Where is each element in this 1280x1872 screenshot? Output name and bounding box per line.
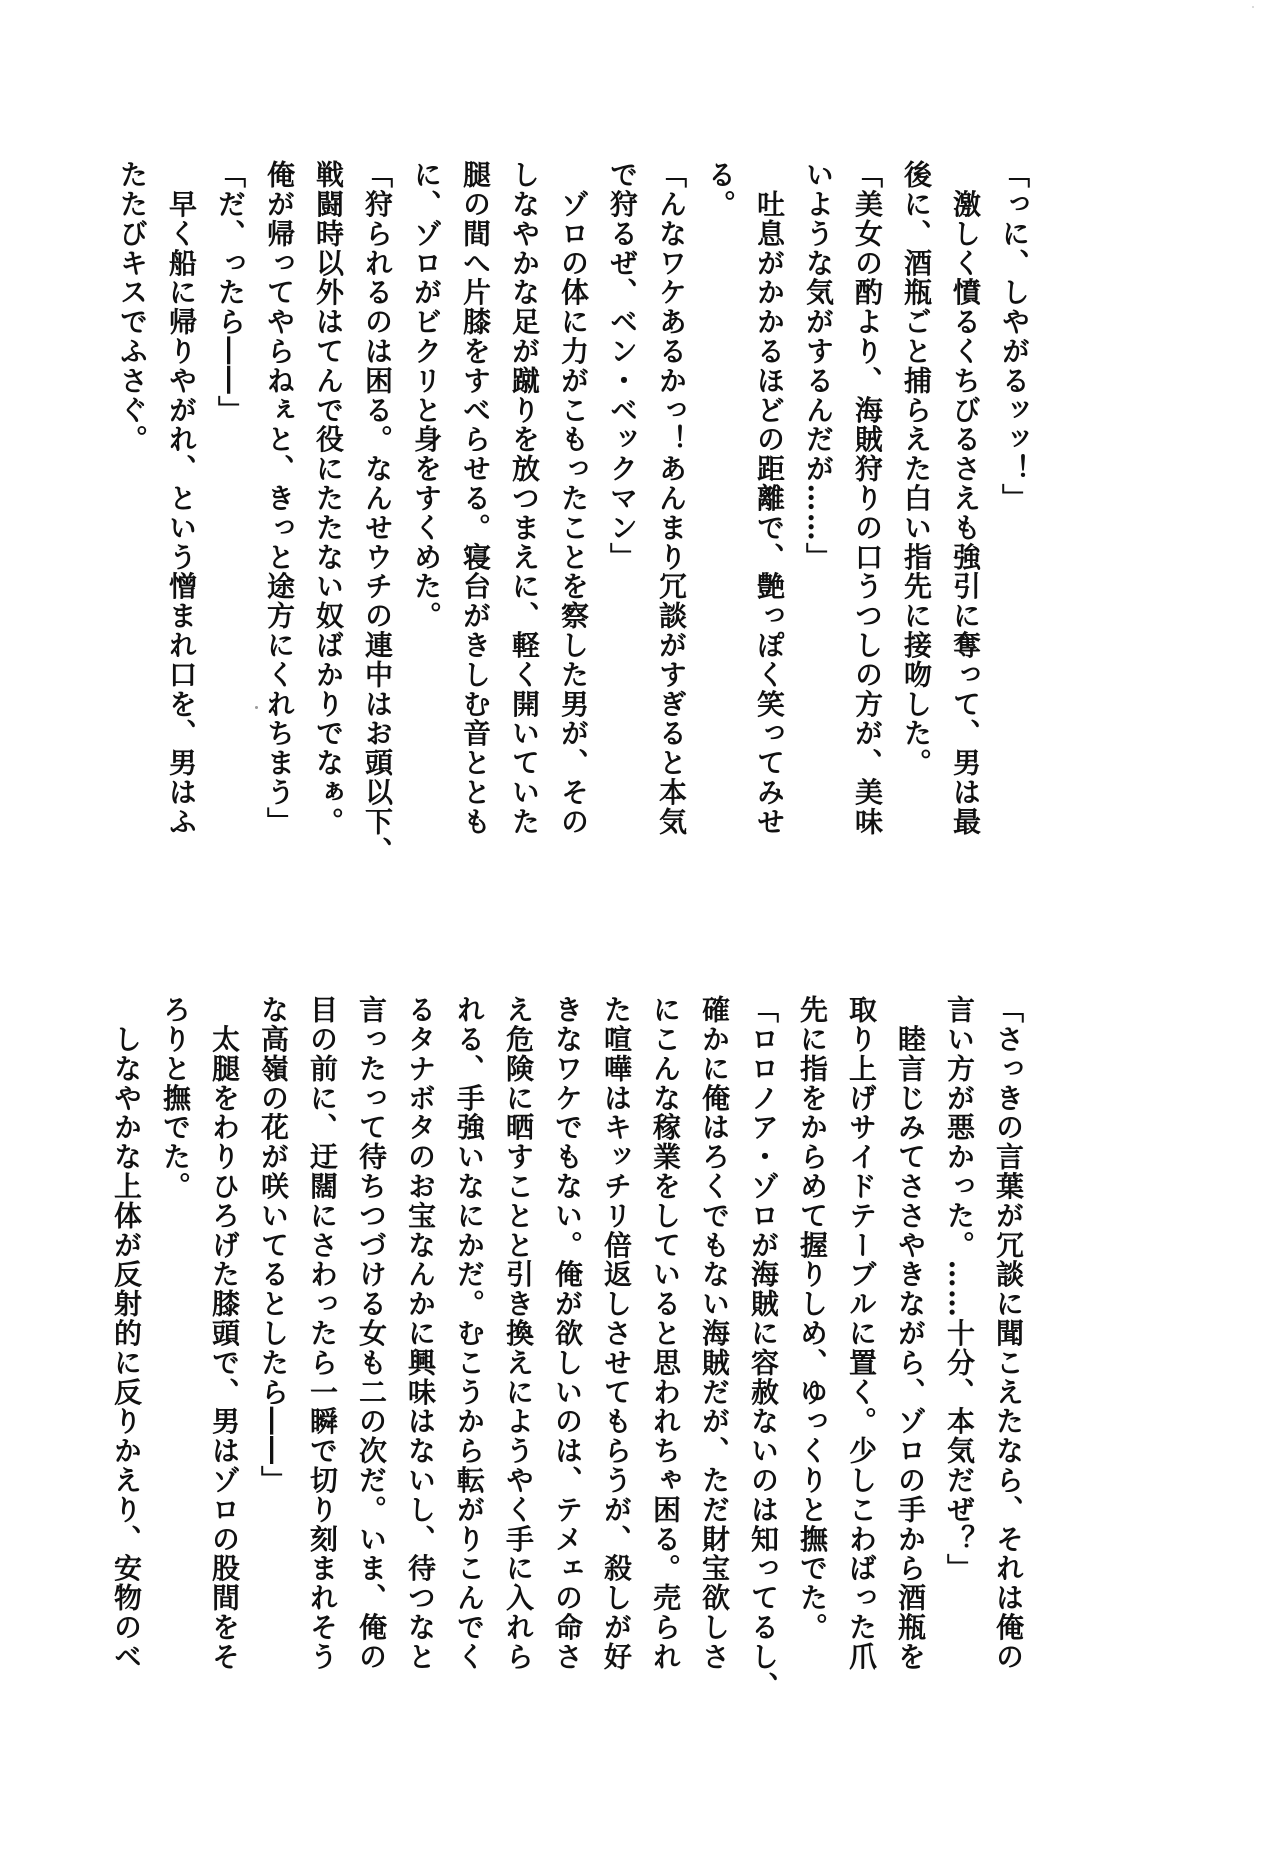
text-line: 早く船に帰りやがれ、という憎まれ口を、男はふ — [165, 160, 198, 837]
text-line: 腿の間へ片膝をすべらせる。寝台がきしむ音ととも — [459, 160, 492, 837]
text-line: しなやかな上体が反射的に反りかえり、安物のベ — [110, 995, 143, 1672]
text-line: 太腿をわりひろげた膝頭で、男はゾロの股間をそ — [208, 995, 241, 1672]
text-line: 目の前に、迂闊にさわったら一瞬で切り刻まれそう — [306, 995, 339, 1672]
text-line: 「狩られるのは困る。なんせウチの連中はお頭以下、 — [361, 160, 394, 866]
text-line: るタナボタのお宝なんかに興味はないし、待つなと — [404, 995, 437, 1672]
text-line: れる、手強いなにかだ。むこうから転がりこんでく — [453, 995, 486, 1672]
text-line: にこんな稼業をしていると思われちゃ困る。売られ — [649, 995, 682, 1672]
text-line: 俺が帰ってやらねぇと、きっと途方にくれちまう」 — [263, 160, 296, 837]
text-line: で狩るぜ、ベン・ベックマン」 — [606, 160, 639, 572]
text-line: 「ロロノア・ゾロが海賊に容赦ないのは知ってるし、 — [747, 995, 780, 1701]
text-line: いような気がするんだが……」 — [802, 160, 835, 572]
text-line: 「さっきの言葉が冗談に聞こえたなら、それは俺の — [992, 995, 1025, 1672]
text-line: な高嶺の花が咲いてるとしたら――」 — [257, 995, 290, 1495]
text-line: 睦言じみてささやきながら、ゾロの手から酒瓶を — [894, 995, 927, 1672]
text-line: 戦闘時以外はてんで役にたたない奴ばかりでなぁ。 — [312, 160, 345, 837]
text-line: きなワケでもない。俺が欲しいのは、テメェの命さ — [551, 995, 584, 1672]
text-line: た喧嘩はキッチリ倍返しさせてもらうが、殺しが好 — [600, 995, 633, 1672]
text-line: 言ったって待ちつづける女も二の次だ。いま、俺の — [355, 995, 388, 1672]
text-line: え危険に晒すことと引き換えにようやく手に入れら — [502, 995, 535, 1672]
text-line: 「だ、ったら――」 — [214, 160, 247, 425]
text-block-top — [108, 160, 1039, 920]
text-line: に、ゾロがビクリと身をすくめた。 — [410, 160, 443, 631]
text-line: 「んなワケあるかっ！あんまり冗談がすぎると本気 — [655, 160, 688, 837]
text-line: 激しく憤るくちびるさえも強引に奪って、男は最 — [949, 160, 982, 837]
scan-speck — [255, 706, 258, 709]
text-line: ゾロの体に力がこもったことを察した男が、その — [557, 160, 590, 837]
text-line: 言い方が悪かった。……十分、本気だぜ？」 — [943, 995, 976, 1583]
text-line: 取り上げサイドテーブルに置く。少しこわばった爪 — [845, 995, 878, 1672]
text-line: しなやかな足が蹴りを放つまえに、軽く開いていた — [508, 160, 541, 837]
text-line: 「美女の酌より、海賊狩りの口うつしの方が、美味 — [851, 160, 884, 837]
scan-speck — [1252, 6, 1254, 8]
text-line: たたびキスでふさぐ。 — [116, 160, 149, 454]
text-line: 後に、酒瓶ごと捕らえた白い指先に接吻した。 — [900, 160, 933, 778]
text-line: 確かに俺はろくでもない海賊だが、ただ財宝欲しさ — [698, 995, 731, 1672]
text-block-bottom — [102, 995, 1033, 1755]
text-line: 「っに、しやがるッッ！」 — [998, 160, 1031, 513]
text-line: る。 — [704, 160, 737, 219]
text-line: ろりと撫でた。 — [159, 995, 192, 1201]
text-line: 吐息がかかるほどの距離で、艶っぽく笑ってみせ — [753, 160, 786, 837]
text-line: 先に指をからめて握りしめ、ゆっくりと撫でた。 — [796, 995, 829, 1642]
